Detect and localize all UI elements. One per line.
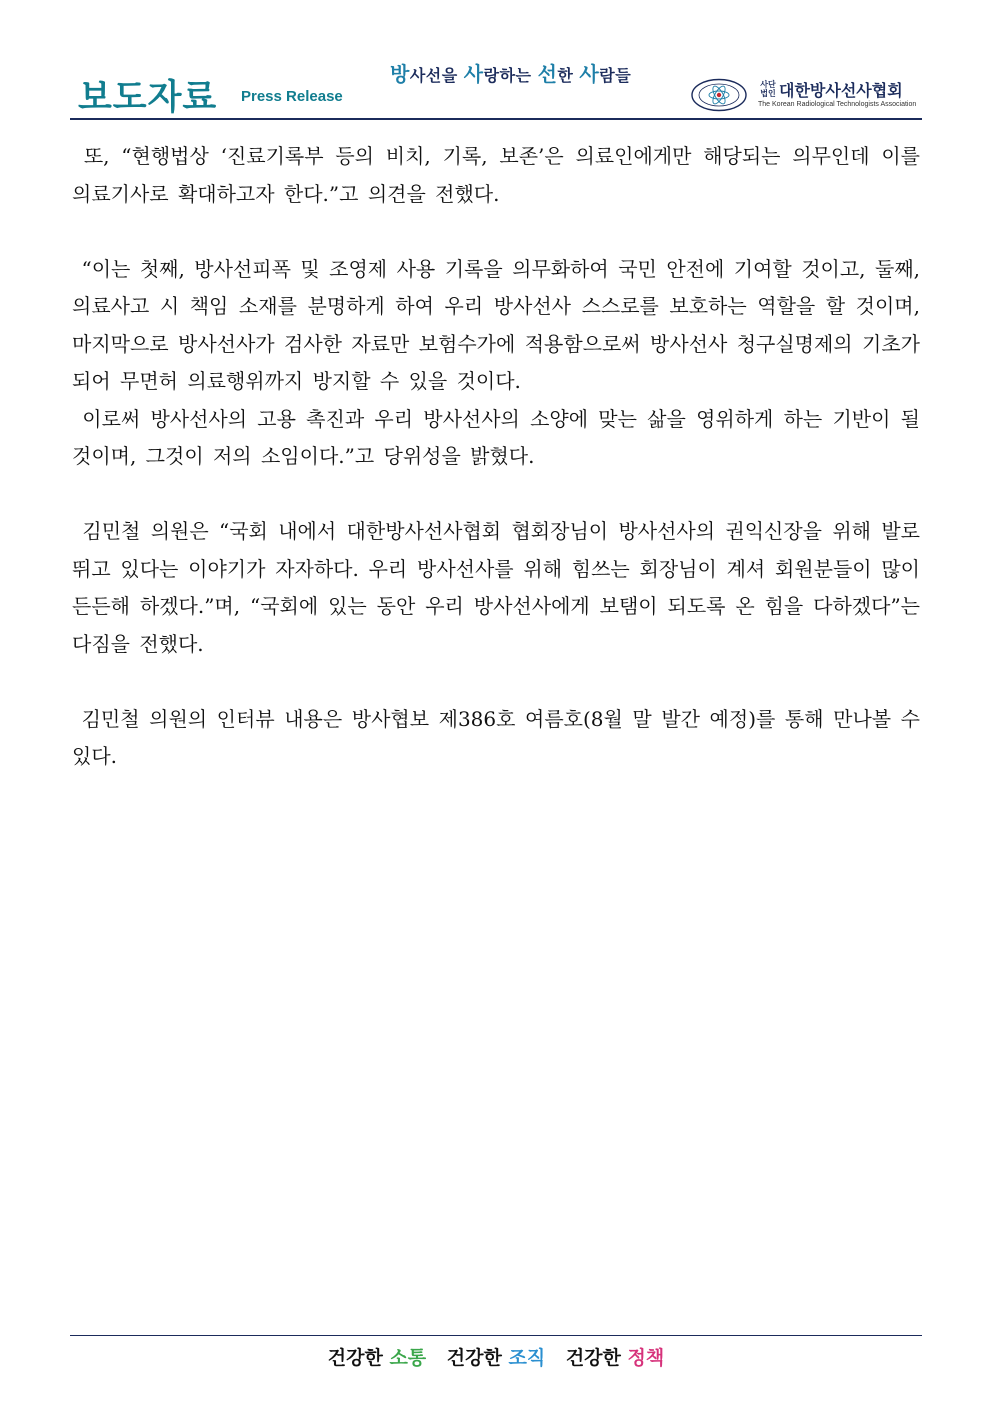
slogan-part: 사	[463, 62, 484, 86]
footer-slogan-item	[566, 1347, 664, 1369]
slogan-part: 사선을	[409, 66, 464, 85]
paragraph: 또, “현행법상 ‘진료기록부 등의 비치, 기록, 보존’은 의료인에게만 해당되는 의무인데 이를 의료기사로 확대하고자 한다.”고 의견을 전했다.	[72, 144, 930, 206]
paragraph-spacer	[72, 476, 920, 514]
paragraph: “이는 첫째, 방사선피폭 및 조영제 사용 기록을 의무화하여 국민 안전에 기여할 것이고, 둘째, 의료사고 시 책임 소재를 분명하게 하여 우리 방사선사 스스로를 보호하는 역할을 할 것이며, 마지막으로 방사선사가 검사한 자료만 보험수가에 적용함으로써 방사선사 청구실명제의 기초가 되어 무면허 의료행위까지 방지할 수 있을 것이다.	[72, 256, 930, 393]
paragraph: 김민철 의원은 “국회 내에서 대한방사선사협회 협회장님이 방사선사의 권익신장을 위해 발로 뛰고 있다는 이야기가 자자하다. 우리 방사선사를 위해 힘쓰는 회장님이 계셔 회원분들이 많이 든든해 하겠다.”며, “국회에 있는 동안 우리 방사선사에게 보탬이 되도록 온 힘을 다하겠다”는 다짐을 전했다.	[72, 519, 930, 656]
footer-divider	[70, 1335, 922, 1336]
organization-name: 대한방사선사협회	[779, 81, 903, 100]
paragraph-spacer	[72, 663, 920, 701]
footer-slogan-item	[447, 1347, 545, 1369]
footer-keyword: 정책	[627, 1347, 665, 1369]
footer-prefix: 건강한	[565, 1347, 628, 1369]
organization-name-english: The Korean Radiological Technologists Association	[758, 101, 917, 108]
footer-prefix: 건강한	[446, 1347, 509, 1369]
slogan-part: 랑하는	[483, 66, 538, 85]
footer-keyword: 조직	[508, 1347, 546, 1369]
footer-prefix: 건강한	[327, 1347, 390, 1369]
article-body	[72, 138, 930, 776]
slogan	[390, 58, 631, 87]
page-title: 보도자료	[78, 78, 218, 118]
footer-slogan	[0, 1343, 992, 1370]
slogan-part: 선	[537, 62, 558, 86]
header-divider	[70, 118, 922, 120]
page-subtitle: Press Release	[241, 88, 343, 105]
slogan-part: 사	[579, 62, 600, 86]
page-header	[70, 50, 922, 118]
slogan-part: 람들	[599, 66, 632, 85]
footer-keyword: 소통	[389, 1347, 427, 1369]
footer-slogan-item	[328, 1347, 426, 1369]
slogan-part: 한	[557, 66, 580, 85]
paragraph: 김민철 의원의 인터뷰 내용은 방사협보 제386호 여름호(8월 말 발간 예정)를 통해 만나볼 수 있다.	[72, 706, 930, 768]
paragraph-spacer	[72, 213, 920, 251]
organization-prefix: 사단 법인	[760, 80, 776, 98]
slogan-part: 방	[390, 62, 410, 86]
association-emblem-icon	[690, 78, 748, 112]
organization-logo	[690, 78, 922, 112]
paragraph: 이로써 방사선사의 고용 촉진과 우리 방사선사의 소양에 맞는 삶을 영위하게 하는 기반이 될 것이며, 그것이 저의 소임이다.”고 당위성을 밝혔다.	[72, 406, 930, 468]
